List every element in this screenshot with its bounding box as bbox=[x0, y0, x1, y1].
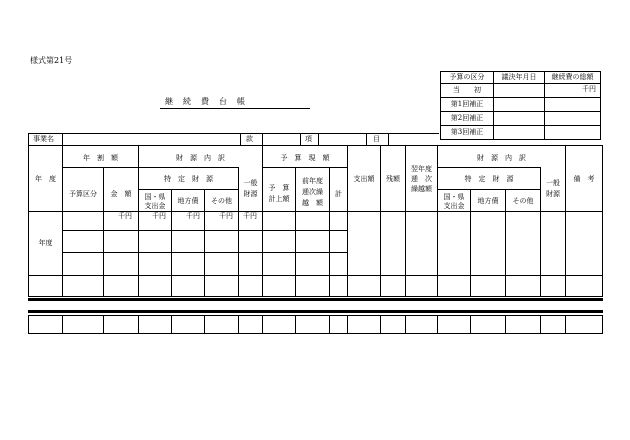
prev-carryover-header-1: 前年度 bbox=[302, 177, 323, 185]
unit-gov-pref: 千円 bbox=[152, 212, 166, 220]
page-title: 継 続 費 台 帳 bbox=[165, 97, 246, 106]
summary-header-resolution-date: 議決年月日 bbox=[501, 73, 537, 81]
summary-unit: 千円 bbox=[582, 85, 596, 93]
general-funding-header-left-2: 財源 bbox=[243, 190, 258, 198]
general-funding-header-right-2: 財源 bbox=[546, 190, 560, 198]
form-number: 様式第21号 bbox=[30, 56, 73, 65]
unit-amount: 千円 bbox=[118, 212, 132, 220]
summary-header-total: 継続費の総額 bbox=[551, 73, 594, 81]
gov-pref-header-left-1: 国・県 bbox=[144, 193, 166, 201]
next-carryover-header-3: 繰越額 bbox=[411, 185, 432, 193]
kan-label: 款 bbox=[246, 135, 253, 143]
next-carryover-header-1: 翌年度 bbox=[411, 165, 432, 173]
remarks-header: 備 考 bbox=[573, 175, 595, 183]
budget-amount-header-2: 計上額 bbox=[268, 195, 290, 203]
prev-carryover-header-3: 越 額 bbox=[302, 199, 323, 207]
prev-carryover-header-2: 逓次繰 bbox=[302, 188, 323, 196]
budget-current-header: 予 算 現 額 bbox=[280, 154, 330, 162]
summary-header-budget-category: 予算の区分 bbox=[449, 73, 485, 81]
unit-general: 千円 bbox=[243, 212, 257, 220]
annual-allocation-header: 年 割 額 bbox=[83, 154, 118, 162]
balance-header: 残額 bbox=[386, 175, 400, 183]
moku-label: 目 bbox=[373, 135, 380, 143]
summary-row-rev1: 第1回補正 bbox=[450, 100, 484, 108]
local-bond-header-right: 地方債 bbox=[477, 197, 499, 205]
specific-funding-header-right: 特 定 財 源 bbox=[464, 175, 514, 183]
general-funding-header-left-1: 一般 bbox=[243, 179, 258, 187]
specific-funding-header-left: 特 定 財 源 bbox=[164, 175, 213, 183]
other-header-left: その他 bbox=[211, 197, 232, 205]
fiscal-year-header: 年 度 bbox=[35, 175, 56, 183]
summary-row-rev3: 第3回補正 bbox=[450, 128, 484, 136]
year-label: 年度 bbox=[38, 239, 53, 247]
general-funding-header-right-1: 一般 bbox=[546, 179, 560, 187]
gov-pref-header-left-2: 支出金 bbox=[144, 202, 166, 210]
budget-category-header: 予算区分 bbox=[69, 190, 97, 198]
gov-pref-header-right-2: 支出金 bbox=[443, 202, 465, 210]
amount-header: 金 額 bbox=[110, 190, 132, 198]
title-underline bbox=[160, 108, 310, 109]
total-header: 計 bbox=[335, 190, 342, 198]
project-name-label: 事業名 bbox=[33, 135, 54, 143]
local-bond-header-left: 地方債 bbox=[177, 197, 199, 205]
budget-amount-header-1: 予 算 bbox=[268, 184, 290, 192]
gov-pref-header-right-1: 国・県 bbox=[443, 193, 465, 201]
next-carryover-header-2: 逓 次 bbox=[411, 175, 432, 183]
summary-row-rev2: 第2回補正 bbox=[450, 114, 484, 122]
unit-other: 千円 bbox=[219, 212, 233, 220]
summary-row-initial: 当 初 bbox=[453, 86, 481, 94]
funding-breakdown-header-right: 財 源 内 訳 bbox=[477, 154, 526, 162]
funding-breakdown-header-left: 財 源 内 訳 bbox=[176, 154, 225, 162]
unit-local-bond: 千円 bbox=[186, 212, 200, 220]
expenditure-header: 支出額 bbox=[353, 175, 375, 183]
other-header-right: その他 bbox=[512, 197, 534, 205]
kou-label: 項 bbox=[305, 135, 312, 143]
